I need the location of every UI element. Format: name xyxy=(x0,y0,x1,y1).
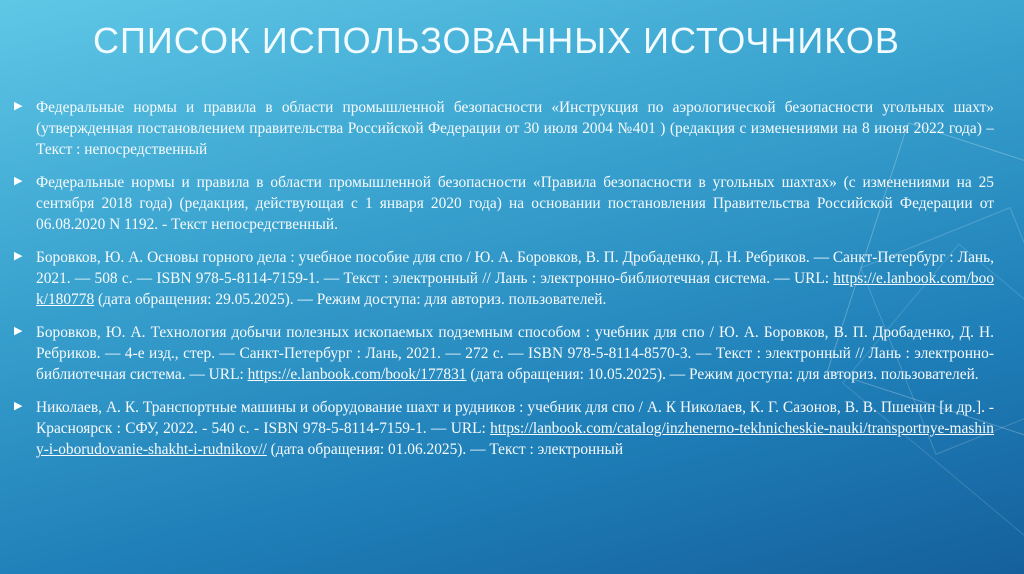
triangle-bullet-icon: ▶ xyxy=(14,174,23,187)
reference-text: Федеральные нормы и правила в области промышленной безопасности «Правила безопасности в угольных шахтах» (с изменениями на 25 сентября 2018 года) (редакция, действующая с 1 января 2020 года) на основании постановления Правительства Российской Федерации от 06.08.2020 N 1192. - Текст непосредственный. xyxy=(36,174,994,233)
list-item xyxy=(14,397,994,460)
triangle-bullet-icon: ▶ xyxy=(14,399,23,412)
reference-text-part: Николаев, А. К. Транспортные машины и оборудование шахт и рудников : учебник для спо / А. К Николаев, К. Г. Сазонов, В. В. Пшенин [и др.]. - Красноярск : СФУ, 2022. - 540 с. - ISBN 978-5-8114-7159-1. — URL: xyxy=(36,399,994,437)
reference-text xyxy=(36,322,994,385)
list-item xyxy=(14,172,994,235)
triangle-bullet-icon: ▶ xyxy=(14,99,23,112)
list-item xyxy=(14,322,994,385)
reference-text xyxy=(36,247,994,310)
slide-title: СПИСОК ИСПОЛЬЗОВАННЫХ ИСТОЧНИКОВ xyxy=(93,20,900,61)
reference-text-part: (дата обращения: 10.05.2025). — Режим доступа: для авториз. пользователей. xyxy=(466,366,979,383)
reference-text-part: (дата обращения: 29.05.2025). — Режим доступа: для авториз. пользователей. xyxy=(94,291,607,308)
reference-text xyxy=(36,397,994,460)
list-item xyxy=(14,247,994,310)
reference-link[interactable]: https://e.lanbook.com/book/180778 xyxy=(36,270,994,308)
reference-list xyxy=(14,97,994,472)
triangle-bullet-icon: ▶ xyxy=(14,324,23,337)
reference-link[interactable]: https://lanbook.com/catalog/inzhenerno-tekhnicheskie-nauki/transportnye-mashiny-i-oborudovanie-shakht-i-rudnikov// xyxy=(36,420,994,458)
reference-text-part: Боровков, Ю. А. Основы горного дела : учебное пособие для спо / Ю. А. Боровков, В. П. Дробаденко, Д. Н. Ребриков. — Санкт-Петербург : Лань, 2021. — 508 с. — ISBN 978-5-8114-7159-1. — Текст : электронный // Лань : электронно-библиотечная система. — URL: xyxy=(36,249,994,287)
reference-text-part: Боровков, Ю. А. Технология добычи полезных ископаемых подземным способом : учебник для спо / Ю. А. Боровков, В. П. Дробаденко, Д. Н. Ребриков. — 4-е изд., стер. — Санкт-Петербург : Лань, 2021. — 272 с. — ISBN 978-5-8114-8570-3. — Текст : электронный // Лань : электронно-библиотечная система. — URL: xyxy=(36,324,994,383)
reference-link[interactable]: https://e.lanbook.com/book/177831 xyxy=(247,366,467,383)
reference-text-part: (дата обращения: 01.06.2025). — Текст : электронный xyxy=(266,441,624,458)
reference-text: Федеральные нормы и правила в области промышленной безопасности «Инструкция по аэрологической безопасности угольных шахт» (утвержденная постановлением правительства Российской Федерации от 30 июля 2004 №401 ) (редакция с изменениями на 8 июня 2022 года) – Текст : непосредственный xyxy=(36,99,994,158)
triangle-bullet-icon: ▶ xyxy=(14,249,23,262)
list-item xyxy=(14,97,994,160)
